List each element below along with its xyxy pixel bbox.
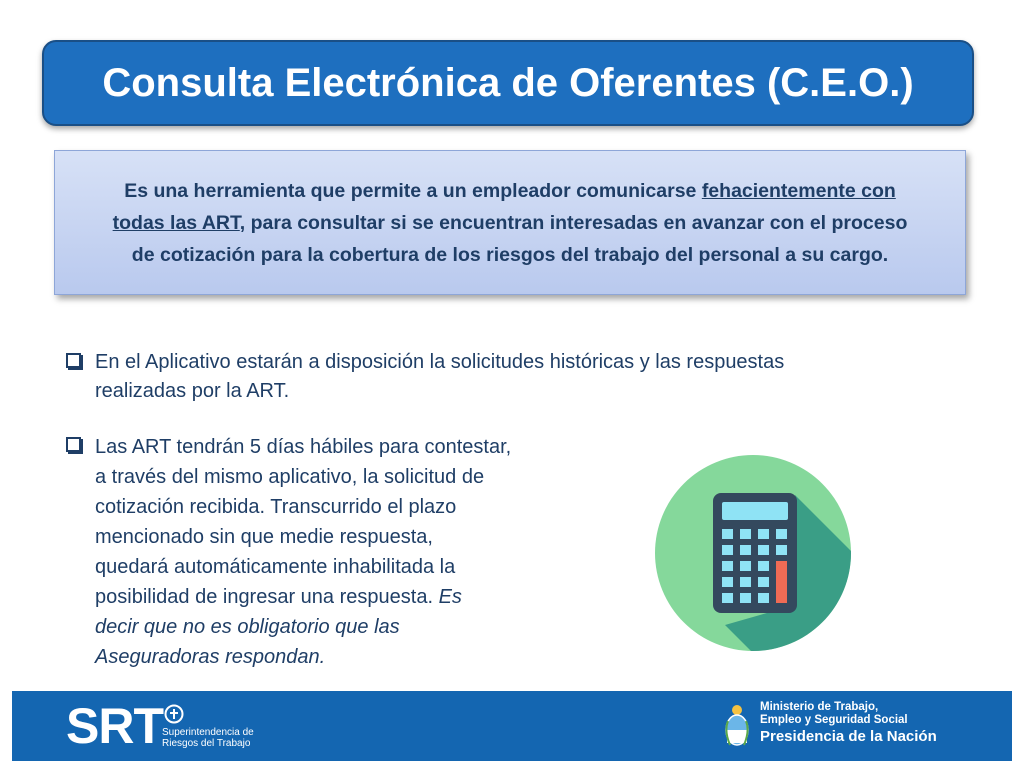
bullet-line: En el Aplicativo estarán a disposición la solicitudes históricas y las respuestas (95, 351, 785, 373)
bullet-line-italic: Es (438, 586, 462, 608)
bullet-line: cotización recibida. Transcurrido el plazo (95, 496, 457, 518)
checkbox-bullet-icon (66, 353, 81, 368)
checkbox-bullet-icon (66, 437, 81, 452)
srt-emblem-icon (164, 704, 184, 724)
page-title: Consulta Electrónica de Oferentes (C.E.O.) (102, 60, 914, 105)
bullet-historical-requests (66, 348, 946, 406)
calculator-icon (655, 455, 851, 651)
bullet-line: quedará automáticamente inhabilitada la (95, 556, 456, 578)
srt-subtitle-line: Superintendencia de (162, 727, 254, 738)
bullet-line: posibilidad de ingresar una respuesta. (95, 586, 439, 608)
bullet-line: mencionado sin que medie respuesta, (95, 526, 433, 548)
bullet-line-italic: decir que no es obligatorio que las (95, 616, 400, 638)
definition-box (54, 150, 966, 295)
srt-subtitle (162, 727, 254, 749)
title-banner (42, 40, 974, 126)
bullet-line: realizadas por la ART. (95, 380, 290, 402)
definition-underlined-2: todas las ART (112, 211, 240, 234)
definition-part2: , para consultar si se encuentran interesadas en avanzar con el proceso (239, 211, 908, 234)
bullet-text (95, 348, 784, 406)
presidency-line: Presidencia de la Nación (760, 728, 937, 745)
bullet-line-italic: Aseguradoras respondan. (95, 646, 326, 668)
coat-of-arms-icon (724, 703, 750, 749)
bullet-response-deadline (66, 432, 586, 672)
definition-part3: de cotización para la cobertura de los riesgos del trabajo del personal a su cargo. (131, 243, 889, 266)
definition-part1: Es una herramienta que permite a un empleador comunicarse (124, 179, 702, 202)
srt-subtitle-line: Riesgos del Trabajo (162, 738, 251, 749)
bullet-line: a través del mismo aplicativo, la solicitud de (95, 466, 485, 488)
ministry-label (760, 701, 937, 747)
ministry-line: Empleo y Seguridad Social (760, 714, 908, 726)
footer-bar (12, 691, 1012, 761)
definition-text (113, 175, 908, 271)
bullet-text (95, 432, 511, 672)
bullet-line: Las ART tendrán 5 días hábiles para contestar, (95, 436, 512, 458)
ministry-line: Ministerio de Trabajo, (760, 701, 879, 713)
definition-underlined-1: fehacientemente con (701, 179, 896, 202)
srt-logo: SRT (66, 698, 163, 754)
